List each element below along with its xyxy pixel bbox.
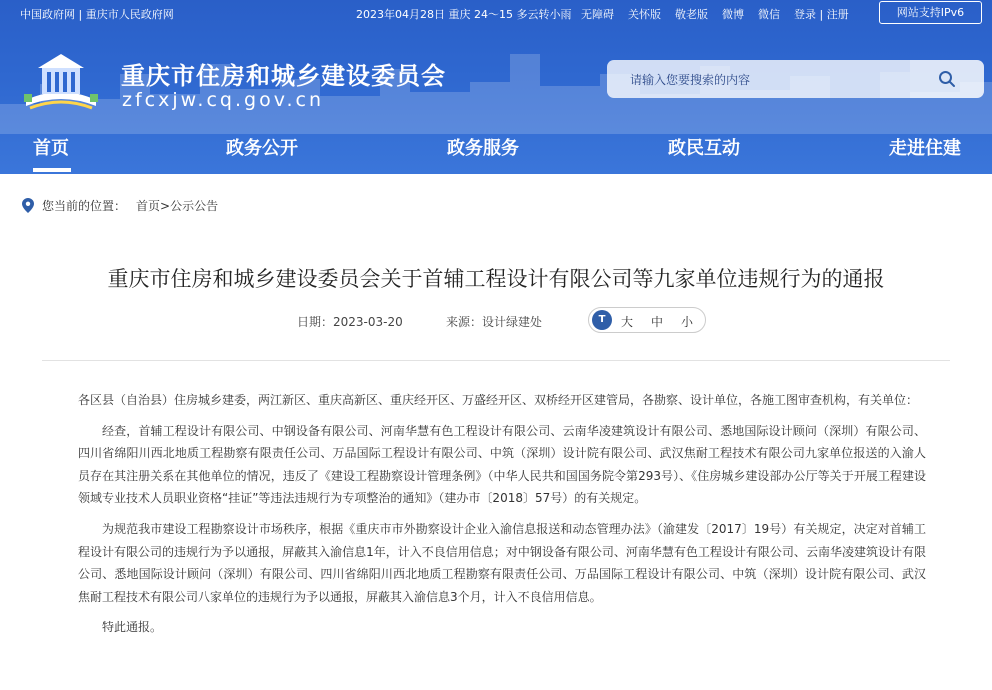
site-header [0,0,992,174]
care-mode-link[interactable]: 关怀版 [628,8,661,21]
article-source: 来源：设计绿建处 [446,315,543,329]
site-domain: zfcxjw.cq.gov.cn [122,89,324,111]
top-utility-bar [0,0,992,26]
nav-government-affairs[interactable]: 政务公开 [226,138,298,159]
nav-home[interactable]: 首页 [33,138,69,159]
logo-emblem-icon [20,50,102,112]
article-date: 日期：2023-03-20 [297,315,403,329]
gov-portal-links[interactable]: 中国政府网 | 重庆市人民政府网 [20,8,174,21]
nav-government-services[interactable]: 政务服务 [447,138,519,159]
article-paragraph: 各区县（自治县）住房城乡建委，两江新区、重庆高新区、重庆经开区、万盛经开区、双桥经开区建管局，各勘察、设计单位，各施工图审查机构，有关单位： [78,393,919,407]
font-size-small[interactable]: 小 [681,315,694,329]
font-size-large[interactable]: 大 [621,315,634,329]
weibo-link[interactable]: 微博 [722,8,744,21]
ipv6-badge[interactable]: 网站支持IPv6 [879,1,982,24]
font-size-switcher [588,307,706,333]
site-title[interactable]: 重庆市住房和城乡建设委员会 [121,62,446,90]
date-weather: 2023年04月28日 重庆 24～15 多云转小雨 [356,8,572,21]
article-paragraph: 为规范我市建设工程勘察设计市场秩序，根据《重庆市市外勘察设计企业入渝信息报送和动态管理办法》（渝建发〔2017〕19号）有关规定，决定对首辅工程设计有限公司的违规行为予以通报，屏蔽其入渝信息1年，计入不良信用信息；对中钢设备有限公司、河南华慧有色工程设计有限公司、云南华凌建筑设计有限公司、悉地国际设计顾问（深圳）有限公司、四川省绵阳川西北地质工程勘察有限责任公司、万品国际工程设计有限公司、中筑（深圳）设计院有限公司、武汉焦耐工程技术有限公司八家单位的违规行为予以通报，屏蔽其入渝信息3个月，计入不良信用信息。 [78,521,926,604]
breadcrumb-label: 您当前的位置： [42,199,127,213]
search-icon [938,70,956,88]
search-input[interactable]: 请输入您要搜索的内容 [630,73,751,87]
breadcrumb [22,197,218,214]
accessibility-link[interactable]: 无障碍 [581,8,614,21]
wechat-link[interactable]: 微信 [758,8,780,21]
article-title: 重庆市住房和城乡建设委员会关于首辅工程设计有限公司等九家单位违规行为的通报 [107,267,885,291]
breadcrumb-path[interactable]: 首页>公示公告 [136,199,219,213]
nav-public-interaction[interactable]: 政民互动 [668,138,740,159]
title-divider [42,360,950,361]
elderly-mode-link[interactable]: 敬老版 [675,8,708,21]
location-pin-icon [22,198,34,213]
utility-tools [581,6,863,22]
login-register-link[interactable]: 登录 | 注册 [794,8,849,21]
article-body [78,389,926,647]
nav-active-indicator [33,168,71,172]
search-button[interactable] [910,60,984,98]
article-paragraph: 特此通报。 [102,620,163,635]
article-paragraph: 经查，首辅工程设计有限公司、中钢设备有限公司、河南华慧有色工程设计有限公司、云南华凌建筑设计有限公司、悉地国际设计顾问（深圳）有限公司、四川省绵阳川西北地质工程勘察有限责任公司、万品国际工程设计有限公司、中筑（深圳）设计院有限公司、武汉焦耐工程技术有限公司九家单位报送的入渝人员存在其注册关系在其他单位的情况，违反了《建设工程勘察设计管理条例》（中华人民共和国国务院令第293号）、《住房城乡建设部办公厅等关于开展工程建设领域专业技术人员职业资格“挂证”等违法违规行为专项整治的通知》（建办市〔2018〕57号）的有关规定。 [78,423,926,506]
search-box [607,60,984,98]
font-size-medium[interactable]: 中 [651,315,664,329]
font-size-icon: T [592,310,612,330]
main-nav [0,128,992,174]
nav-about-bureau[interactable]: 走进住建 [889,138,961,159]
